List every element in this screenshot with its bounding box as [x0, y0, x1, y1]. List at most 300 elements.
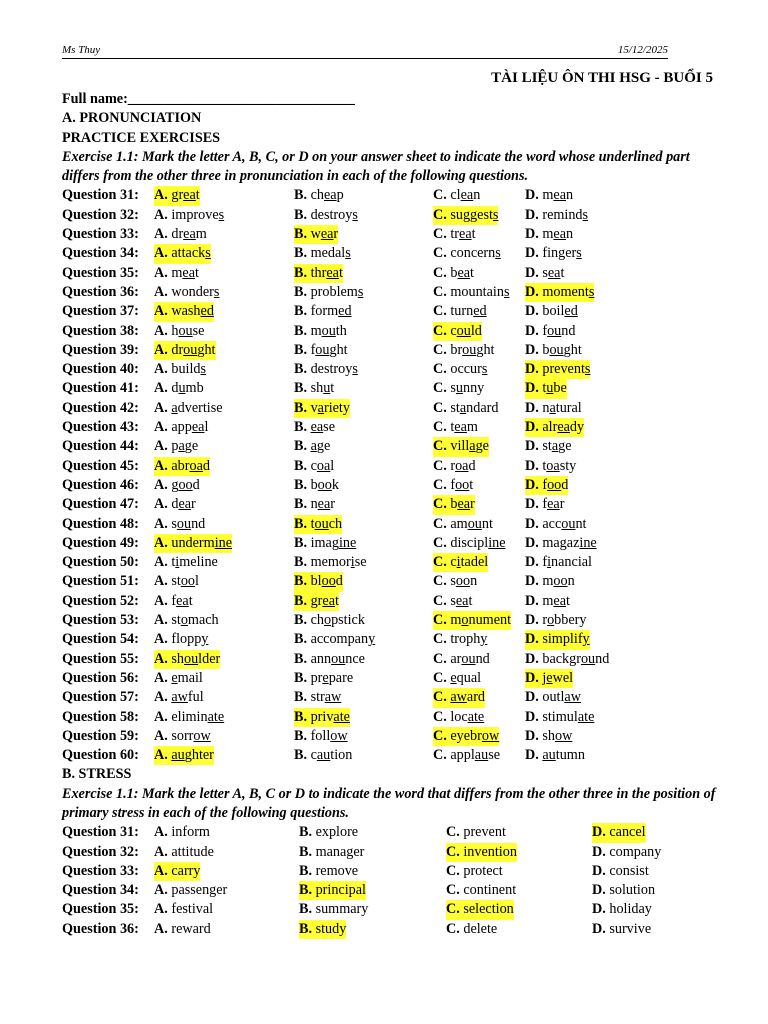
option-letter: A. — [154, 341, 168, 358]
question-number: Question 38: — [62, 322, 139, 339]
option-letter: D. — [525, 554, 539, 571]
option-letter: B. — [299, 882, 313, 899]
question-number: Question 59: — [62, 727, 139, 744]
option-letter: D. — [525, 727, 539, 744]
word-part: mb — [185, 380, 204, 397]
underlined-part: s — [576, 245, 582, 262]
underlined-part: oo — [321, 573, 336, 590]
answer-option — [433, 534, 506, 553]
word-part: tural — [555, 399, 582, 416]
page-header — [62, 44, 668, 59]
question-number: Question 55: — [62, 650, 139, 667]
underlined-part: ou — [462, 341, 477, 358]
word-part: improve — [171, 206, 219, 223]
option-letter: B. — [294, 631, 308, 648]
word-part: boil — [542, 303, 565, 320]
answer-option — [433, 457, 476, 476]
word-part: wel — [552, 669, 574, 686]
word-part: loc — [450, 708, 468, 725]
question-row — [62, 283, 722, 302]
option-letter: C. — [433, 727, 447, 744]
underlined-part: s — [352, 361, 358, 378]
answer-option — [525, 515, 586, 534]
answer-option — [433, 360, 487, 379]
word-part: meline — [179, 554, 218, 571]
option-letter: A. — [154, 631, 168, 648]
word-part: r — [330, 496, 335, 513]
option-letter: D. — [525, 187, 539, 204]
answer-option — [446, 920, 497, 939]
answer-option — [525, 322, 575, 341]
option-word: consist — [609, 862, 649, 879]
answer-option — [433, 186, 480, 205]
option-letter: A. — [154, 380, 168, 397]
answer-option — [294, 322, 347, 341]
word-part: abr — [171, 457, 190, 474]
word-part: wonder — [171, 283, 214, 300]
word-part: j — [542, 669, 547, 686]
answer-option — [299, 862, 358, 881]
option-letter: B. — [294, 534, 308, 551]
question-row — [62, 244, 722, 263]
option-letter: D. — [525, 457, 539, 474]
underlined-part: ou — [331, 650, 346, 667]
answer-option — [433, 399, 498, 418]
question-number: Question 40: — [62, 361, 139, 378]
answer-option — [433, 630, 487, 649]
option-letter: A. — [154, 843, 168, 860]
option-letter: C. — [433, 226, 447, 243]
question-row — [62, 418, 722, 437]
underlined-part: oo — [180, 573, 195, 590]
question-number: Question 60: — [62, 747, 139, 764]
underlined-part: s — [495, 245, 501, 262]
word-part: s — [171, 515, 177, 532]
answer-option — [154, 823, 210, 842]
word-part: f — [542, 322, 548, 339]
word-part: se — [354, 554, 367, 571]
underlined-part: a — [178, 438, 185, 455]
word-part: mach — [187, 612, 219, 629]
option-letter: D. — [525, 650, 539, 667]
option-word: manager — [315, 843, 365, 860]
answer-option — [525, 360, 590, 379]
answer-option — [154, 708, 224, 727]
answer-option — [294, 186, 344, 205]
underlined-part: e — [171, 669, 178, 686]
answer-option — [294, 399, 350, 418]
underlined-part: e — [546, 669, 553, 686]
word-part: nd — [561, 322, 576, 339]
underlined-part: ea — [310, 419, 324, 436]
option-letter: B. — [294, 206, 308, 223]
underlined-part: s — [481, 361, 488, 378]
answer-option — [525, 264, 564, 283]
underlined-part: aw — [450, 689, 467, 706]
answer-option — [525, 650, 609, 669]
option-word: company — [609, 843, 662, 860]
option-letter: D. — [525, 573, 539, 590]
answer-option — [294, 534, 356, 553]
underlined-part: ea — [191, 419, 205, 436]
question-row — [62, 399, 722, 418]
underlined-part: ou — [467, 515, 482, 532]
option-letter: A. — [154, 534, 168, 551]
option-letter: A. — [154, 747, 168, 764]
word-part: t — [542, 380, 547, 397]
word-part: elimin — [171, 708, 208, 725]
word-part: b — [310, 476, 318, 493]
underlined-part: ou — [183, 341, 198, 358]
answer-option — [154, 592, 193, 611]
option-letter: A. — [154, 515, 168, 532]
word-part: acc — [542, 515, 562, 532]
underlined-part: ou — [314, 515, 329, 532]
word-part: d — [468, 457, 476, 474]
word-part: m — [542, 187, 554, 204]
question-row — [62, 553, 722, 572]
question-number: Question 32: — [62, 843, 139, 860]
underlined-part: ate — [577, 708, 595, 725]
option-letter: A. — [154, 303, 168, 320]
question-number: Question 52: — [62, 592, 139, 609]
word-part: ge — [184, 438, 199, 455]
question-row — [62, 862, 722, 881]
word-part: nd — [191, 515, 206, 532]
word-part: n — [310, 496, 318, 513]
underlined-part: i — [547, 554, 552, 571]
answer-option — [525, 206, 588, 225]
answer-option — [154, 920, 211, 939]
answer-option — [154, 244, 211, 263]
underlined-part: ea — [455, 592, 469, 609]
word-part: nancial — [551, 554, 592, 571]
word-part: troph — [450, 631, 481, 648]
option-word: survive — [609, 920, 652, 937]
underlined-part: o — [547, 612, 555, 629]
option-letter: A. — [154, 689, 168, 706]
word-part: cl — [450, 187, 461, 204]
underlined-part: oo — [553, 573, 568, 590]
question-row — [62, 515, 722, 534]
answer-option — [433, 341, 495, 360]
word-part: n — [542, 399, 550, 416]
option-letter: B. — [294, 341, 308, 358]
answer-option — [154, 553, 218, 572]
answer-option — [433, 688, 485, 707]
word-part: ght — [563, 341, 582, 358]
word-part: d — [171, 496, 179, 513]
option-letter: D. — [592, 920, 606, 937]
answer-option — [154, 688, 204, 707]
underlined-part: oa — [189, 457, 203, 474]
option-letter: D. — [592, 882, 606, 899]
question-row — [62, 630, 722, 649]
question-number: Question 49: — [62, 534, 139, 551]
underlined-part: ate — [207, 708, 225, 725]
option-letter: D. — [525, 592, 539, 609]
word-part: ghter — [184, 747, 214, 764]
word-part: st — [171, 573, 181, 590]
question-number: Question 46: — [62, 476, 139, 493]
answer-option — [294, 360, 358, 379]
word-part: sty — [559, 457, 577, 474]
answer-option — [433, 379, 484, 398]
word-part: lder — [198, 650, 221, 667]
option-letter: B. — [294, 322, 308, 339]
question-number: Question 58: — [62, 708, 139, 725]
underlined-part: aw — [564, 689, 581, 706]
word-part: ge — [316, 438, 331, 455]
underlined-part: s — [492, 206, 499, 223]
underlined-part: ou — [580, 650, 596, 667]
word-part: g — [171, 476, 179, 493]
underlined-part: s — [205, 245, 211, 262]
option-letter: D. — [525, 515, 539, 532]
option-letter: D. — [525, 669, 539, 686]
word-part: suggest — [450, 206, 493, 223]
underlined-part: ou — [456, 322, 471, 339]
word-part: l — [195, 573, 199, 590]
answer-option — [154, 379, 204, 398]
option-letter: D. — [525, 689, 539, 706]
word-part: sh — [310, 380, 324, 397]
answer-option — [525, 341, 582, 360]
word-part: nny — [462, 380, 485, 397]
word-part: sorr — [171, 727, 194, 744]
option-word: invention — [463, 843, 517, 860]
word-part: priv — [310, 708, 334, 725]
option-word: carry — [171, 862, 201, 879]
answer-option — [294, 283, 363, 302]
option-word: principal — [315, 882, 366, 899]
word-part: r — [559, 496, 565, 513]
underlined-part: ine — [579, 534, 597, 551]
question-number: Question 36: — [62, 920, 139, 937]
question-number: Question 34: — [62, 245, 139, 262]
option-letter: C. — [433, 534, 447, 551]
answer-option — [154, 515, 205, 534]
question-number: Question 35: — [62, 264, 139, 281]
underlined-part: ea — [320, 226, 334, 243]
word-part: t — [450, 419, 455, 436]
option-letter: B. — [294, 283, 308, 300]
answer-option — [294, 457, 334, 476]
word-part: t — [470, 264, 474, 281]
question-row — [62, 592, 722, 611]
word-part: sh — [542, 727, 555, 744]
option-word: festival — [171, 901, 214, 918]
answer-option — [294, 669, 353, 688]
answer-option — [525, 225, 573, 244]
answer-option — [154, 302, 214, 321]
word-part: st — [542, 438, 552, 455]
option-word: solution — [609, 882, 656, 899]
word-part: finger — [542, 245, 577, 262]
underlined-part: u — [323, 380, 331, 397]
word-part: l — [330, 457, 335, 474]
option-letter: C. — [433, 187, 447, 204]
underlined-part: s — [584, 361, 591, 378]
answer-option — [525, 437, 572, 456]
option-word: inform — [171, 824, 210, 841]
option-letter: A. — [154, 283, 168, 300]
answer-option — [525, 630, 590, 649]
underlined-part: ea — [459, 226, 472, 243]
option-word: cancel — [609, 824, 646, 841]
answer-option — [154, 534, 232, 553]
underlined-part: au — [542, 747, 556, 764]
question-row — [62, 843, 722, 862]
underlined-part: oo — [178, 476, 193, 493]
option-word: selection — [463, 901, 514, 918]
underlined-part: oa — [546, 457, 560, 474]
option-letter: B. — [294, 515, 308, 532]
word-part: t — [335, 592, 339, 609]
answer-option — [154, 572, 199, 591]
answer-option — [525, 457, 576, 476]
word-part: form — [310, 303, 339, 320]
question-number: Question 54: — [62, 631, 139, 648]
answer-option — [154, 630, 208, 649]
word-part: build — [171, 361, 201, 378]
underlined-part: e — [322, 669, 329, 686]
word-part: app — [171, 419, 192, 436]
word-part: c — [310, 747, 317, 764]
word-part: alr — [542, 419, 558, 436]
question-number: Question 43: — [62, 419, 139, 436]
option-letter: B. — [294, 592, 308, 609]
answer-option — [154, 881, 227, 900]
answer-option — [433, 515, 493, 534]
word-part: ful — [187, 689, 204, 706]
answer-option — [294, 302, 352, 321]
document-title: TÀI LIỆU ÔN THI HSG - BUỔI 5 — [491, 70, 713, 86]
question-number: Question 39: — [62, 341, 139, 358]
question-row — [62, 476, 722, 495]
exercise-label: Exercise 1.1 — [62, 785, 134, 802]
option-letter: B. — [294, 399, 308, 416]
answer-option — [299, 881, 366, 900]
option-letter: A. — [154, 708, 168, 725]
answer-option — [433, 264, 474, 283]
answer-option — [525, 669, 573, 688]
option-letter: B. — [299, 843, 313, 860]
underlined-part: au — [474, 747, 489, 764]
word-part: sh — [171, 650, 184, 667]
word-part: dr — [171, 341, 184, 358]
word-part: mail — [177, 669, 203, 686]
word-part: n — [470, 573, 478, 590]
underlined-part: ine — [214, 534, 233, 551]
question-number: Question 47: — [62, 496, 139, 513]
option-letter: A. — [154, 592, 168, 609]
word-part: accompan — [310, 631, 369, 648]
question-number: Question 33: — [62, 862, 139, 879]
word-part: nt — [575, 515, 587, 532]
exercise-1-instructions — [62, 148, 722, 187]
option-word: reward — [171, 920, 211, 937]
word-part: m — [542, 573, 554, 590]
answer-option — [154, 457, 210, 476]
answer-option — [154, 611, 219, 630]
section-a-subheading: PRACTICE EXERCISES — [62, 129, 221, 146]
option-letter: D. — [525, 399, 539, 416]
underlined-part: oo — [547, 476, 562, 493]
word-part: n — [473, 187, 481, 204]
answer-option — [525, 746, 585, 765]
word-part: ar — [450, 650, 462, 667]
word-part: tr — [450, 226, 460, 243]
answer-option — [433, 437, 489, 456]
option-letter: A. — [154, 226, 168, 243]
word-part: th — [335, 322, 347, 339]
answer-option — [294, 476, 339, 495]
question-number: Question 48: — [62, 515, 139, 532]
answer-option — [525, 495, 564, 514]
word-part: concern — [450, 245, 496, 262]
question-number: Question 35: — [62, 901, 139, 918]
word-part: vill — [450, 438, 470, 455]
word-part: am — [450, 515, 468, 532]
answer-option — [154, 283, 219, 302]
option-word: remove — [315, 862, 359, 879]
exercise-text: : Mark the letter A, B, C or D to indicate the word that differs from the other three in the position of primary stress in each of the following questions. — [62, 785, 716, 821]
option-letter: C. — [433, 380, 447, 397]
underlined-part: oa — [455, 457, 469, 474]
option-letter: A. — [154, 554, 168, 571]
option-letter: C. — [433, 612, 447, 629]
word-part: nt — [481, 515, 493, 532]
word-part: d — [561, 476, 569, 493]
underlined-part: ea — [553, 187, 566, 204]
word-part: p — [171, 438, 179, 455]
word-part: ge — [475, 438, 489, 455]
underlined-part: au — [171, 747, 185, 764]
word-part: s — [450, 592, 456, 609]
option-letter: C. — [433, 361, 447, 378]
question-row — [62, 186, 722, 205]
answer-option — [525, 534, 597, 553]
word-part: memor — [310, 554, 351, 571]
option-letter: A. — [154, 399, 168, 416]
word-part: ch — [310, 187, 324, 204]
answer-option — [294, 592, 339, 611]
word-part: ght — [476, 341, 495, 358]
option-letter: B. — [294, 708, 308, 725]
word-part: ge — [558, 438, 572, 455]
word-part: nd — [595, 650, 610, 667]
option-letter: C. — [433, 496, 447, 513]
option-letter: A. — [154, 669, 168, 686]
underlined-part: y — [368, 631, 376, 648]
answer-option — [433, 592, 472, 611]
word-part: m — [542, 226, 554, 243]
word-part: m — [195, 226, 207, 243]
word-part: se — [323, 419, 335, 436]
underlined-part: ou — [176, 515, 192, 532]
option-letter: C. — [433, 747, 447, 764]
question-row — [62, 225, 722, 244]
answer-option — [294, 572, 343, 591]
word-part: gr — [171, 187, 184, 204]
underlined-part: ea — [454, 419, 467, 436]
option-word: passenger — [171, 882, 228, 899]
word-part: tadel — [460, 554, 489, 571]
option-letter: B. — [294, 727, 308, 744]
answer-option — [294, 630, 375, 649]
option-letter: C. — [433, 438, 447, 455]
